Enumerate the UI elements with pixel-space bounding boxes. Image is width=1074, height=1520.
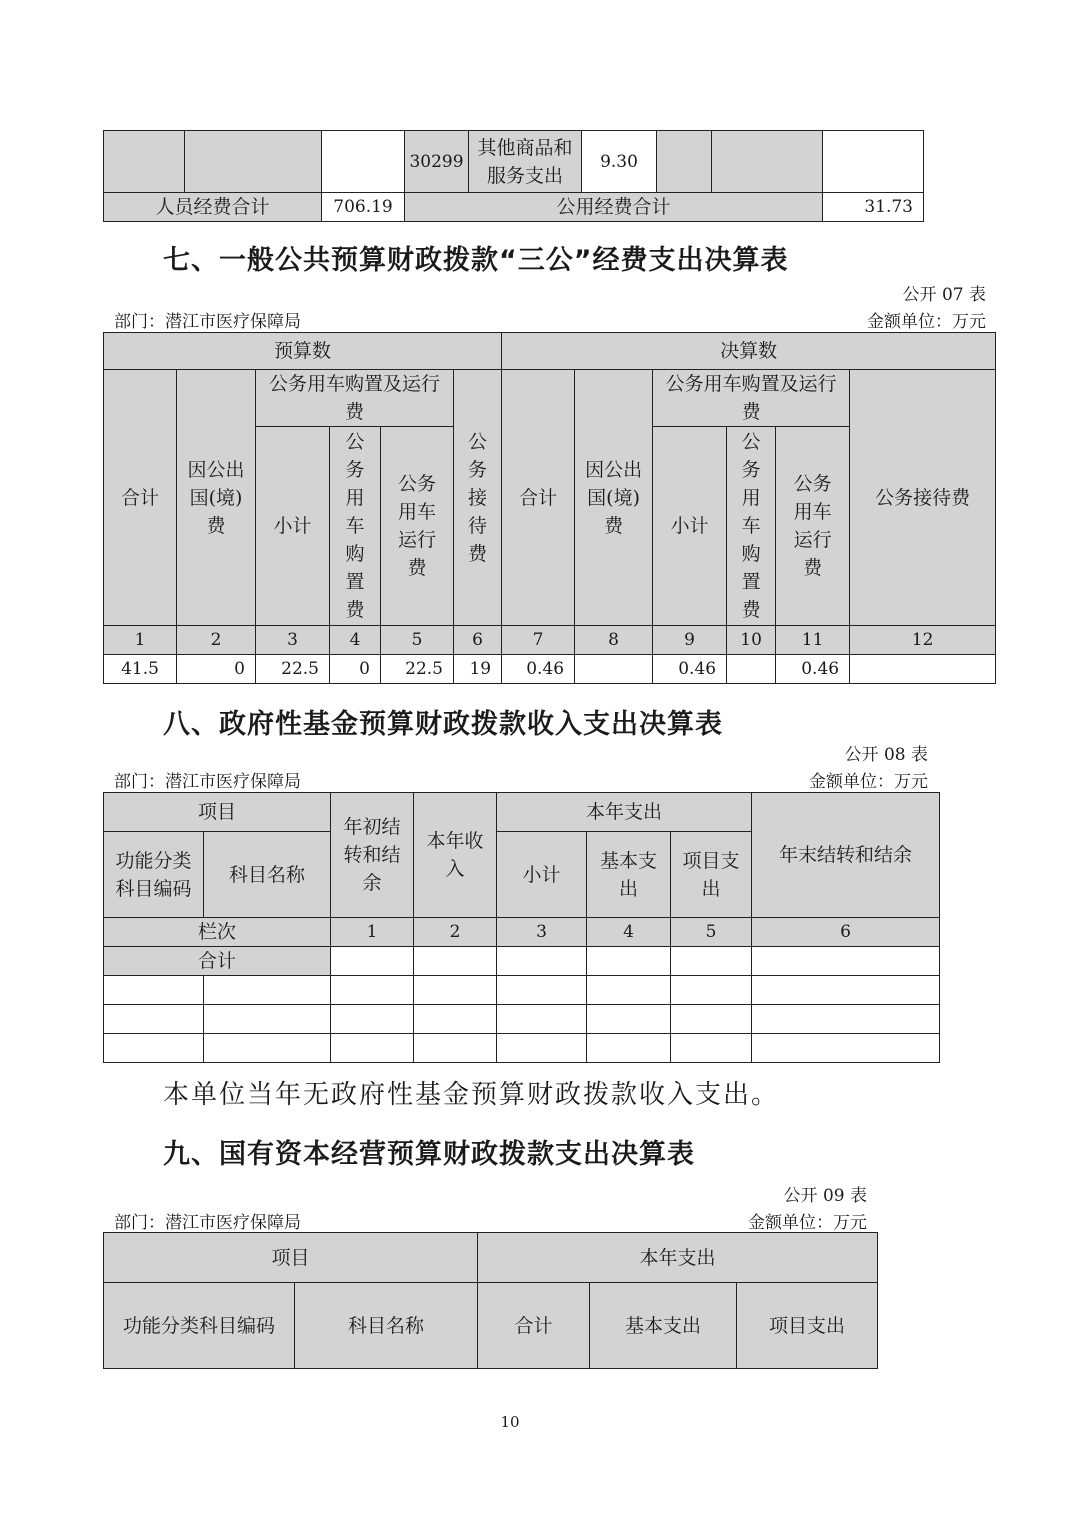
expense-code-cell: 30299 (405, 131, 469, 193)
col-number: 3 (256, 626, 330, 655)
empty-cell (104, 976, 204, 1005)
col-number: 8 (575, 626, 653, 655)
empty-cell (414, 947, 497, 976)
col-number: 3 (497, 918, 587, 947)
section7-dept: 部门：潜江市医疗保障局 (114, 312, 301, 332)
col-number: 6 (752, 918, 940, 947)
state-capital-table (103, 1232, 878, 1369)
empty-cell (752, 1005, 940, 1034)
col-number: 4 (330, 626, 381, 655)
data-cell: 0 (330, 655, 381, 684)
header-vehicle-running: 公务用车运行费 (381, 427, 454, 626)
empty-cell (322, 131, 405, 193)
header-end-balance: 年末结转和结余 (752, 793, 940, 918)
data-cell: 19 (454, 655, 502, 684)
section9-unit: 金额单位：万元 (748, 1213, 867, 1233)
empty-cell (204, 1005, 331, 1034)
col-number: 6 (454, 626, 502, 655)
header-abroad: 因公出国(境)费 (575, 370, 653, 626)
header-item: 项目 (104, 1233, 478, 1283)
header-abroad: 因公出国(境)费 (177, 370, 256, 626)
public-total-label: 公用经费合计 (405, 193, 823, 222)
header-code: 功能分类科目编码 (104, 1283, 295, 1369)
header-begin-balance: 年初结转和结余 (331, 793, 414, 918)
header-project: 项目支出 (671, 832, 752, 918)
header-subtotal: 小计 (497, 832, 587, 918)
data-cell: 22.5 (256, 655, 330, 684)
col-number: 2 (177, 626, 256, 655)
empty-cell (671, 976, 752, 1005)
col-number: 1 (104, 626, 177, 655)
empty-cell (414, 1005, 497, 1034)
empty-cell (712, 131, 823, 193)
page-number: 10 (500, 1413, 520, 1431)
header-name: 科目名称 (295, 1283, 478, 1369)
section7-form-no: 公开 07 表 (902, 285, 986, 305)
empty-cell (104, 1005, 204, 1034)
empty-cell (414, 1034, 497, 1063)
section9-title: 九、国有资本经营预算财政拨款支出决算表 (163, 1139, 695, 1170)
header-total: 合计 (502, 370, 575, 626)
header-basic: 基本支出 (590, 1283, 737, 1369)
empty-cell (587, 947, 671, 976)
government-fund-table (103, 792, 940, 1063)
data-cell (850, 655, 996, 684)
data-cell: 41.5 (104, 655, 177, 684)
personnel-total-value: 706.19 (322, 193, 405, 222)
data-cell: 22.5 (381, 655, 454, 684)
personnel-public-expense-table (103, 130, 924, 222)
col-number: 7 (502, 626, 575, 655)
header-expense: 本年支出 (478, 1233, 878, 1283)
col-number: 9 (653, 626, 727, 655)
three-public-expense-table (103, 332, 996, 684)
section9-form-no: 公开 09 表 (783, 1186, 867, 1206)
header-project: 项目支出 (737, 1283, 878, 1369)
data-cell (575, 655, 653, 684)
header-income: 本年收入 (414, 793, 497, 918)
col-number: 5 (381, 626, 454, 655)
section8-title: 八、政府性基金预算财政拨款收入支出决算表 (163, 709, 723, 740)
col-number: 10 (727, 626, 776, 655)
header-total: 合计 (478, 1283, 590, 1369)
col-number: 4 (587, 918, 671, 947)
total-row-label: 合计 (104, 947, 331, 976)
header-row-number: 栏次 (104, 918, 331, 947)
col-number: 2 (414, 918, 497, 947)
header-subtotal: 小计 (256, 427, 330, 626)
header-subtotal: 小计 (653, 427, 727, 626)
empty-cell (497, 1005, 587, 1034)
empty-cell (104, 1034, 204, 1063)
empty-cell (185, 131, 322, 193)
col-number: 5 (671, 918, 752, 947)
data-cell (727, 655, 776, 684)
expense-amount-cell: 9.30 (582, 131, 657, 193)
empty-cell (104, 131, 185, 193)
col-number: 11 (776, 626, 850, 655)
header-vehicle: 公务用车购置及运行费 (653, 370, 850, 427)
header-code: 功能分类科目编码 (104, 832, 204, 918)
empty-cell (204, 1034, 331, 1063)
header-vehicle-purchase: 公务用车购置费 (330, 427, 381, 626)
section8-form-no: 公开 08 表 (844, 745, 928, 765)
empty-cell (752, 1034, 940, 1063)
empty-cell (497, 947, 587, 976)
empty-cell (331, 1005, 414, 1034)
public-total-value: 31.73 (823, 193, 924, 222)
empty-cell (752, 976, 940, 1005)
data-cell: 0.46 (776, 655, 850, 684)
empty-cell (671, 947, 752, 976)
data-cell: 0.46 (502, 655, 575, 684)
header-vehicle: 公务用车购置及运行费 (256, 370, 454, 427)
empty-cell (671, 1034, 752, 1063)
budget-group-header: 预算数 (104, 333, 502, 370)
data-cell: 0.46 (653, 655, 727, 684)
empty-cell (587, 976, 671, 1005)
section8-note: 本单位当年无政府性基金预算财政拨款收入支出。 (163, 1080, 780, 1110)
header-reception: 公务接待费 (850, 370, 996, 626)
data-cell: 0 (177, 655, 256, 684)
header-vehicle-purchase: 公务用车购置费 (727, 427, 776, 626)
header-reception: 公务接待费 (454, 370, 502, 626)
expense-item-cell: 其他商品和服务支出 (469, 131, 582, 193)
empty-cell (587, 1005, 671, 1034)
header-total: 合计 (104, 370, 177, 626)
personnel-total-label: 人员经费合计 (104, 193, 322, 222)
header-name: 科目名称 (204, 832, 331, 918)
header-basic: 基本支出 (587, 832, 671, 918)
header-vehicle-running: 公务用车运行费 (776, 427, 850, 626)
section8-dept: 部门：潜江市医疗保障局 (114, 772, 301, 792)
empty-cell (414, 976, 497, 1005)
empty-cell (752, 947, 940, 976)
empty-cell (331, 976, 414, 1005)
empty-cell (331, 947, 414, 976)
header-expense: 本年支出 (497, 793, 752, 832)
col-number: 1 (331, 918, 414, 947)
empty-cell (331, 1034, 414, 1063)
empty-cell (671, 1005, 752, 1034)
section9-dept: 部门：潜江市医疗保障局 (114, 1213, 301, 1233)
empty-cell (497, 976, 587, 1005)
empty-cell (497, 1034, 587, 1063)
empty-cell (823, 131, 924, 193)
header-item: 项目 (104, 793, 331, 832)
section7-unit: 金额单位：万元 (867, 312, 986, 332)
col-number: 12 (850, 626, 996, 655)
empty-cell (657, 131, 712, 193)
section7-title: 七、一般公共预算财政拨款“三公”经费支出决算表 (163, 245, 789, 276)
empty-cell (587, 1034, 671, 1063)
final-group-header: 决算数 (502, 333, 996, 370)
section8-unit: 金额单位：万元 (809, 772, 928, 792)
empty-cell (204, 976, 331, 1005)
